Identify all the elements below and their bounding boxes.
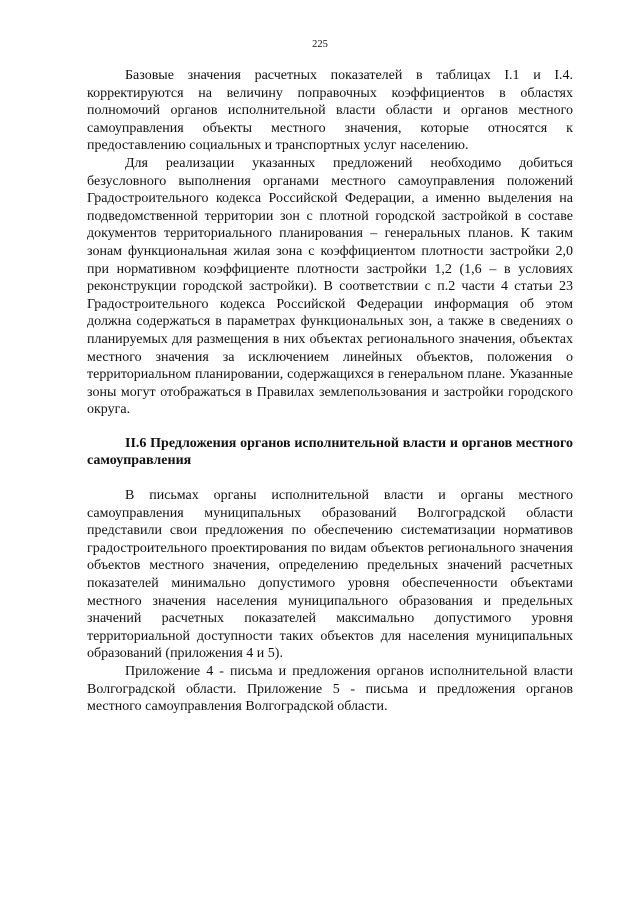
body-paragraph: Для реализации указанных предложений необходимо добиться безусловного выполнения органами местного самоуправления положений Градостроительного кодекса Российской Федерации, а именно выделения на подведомственной территории зон с плотной городской застройкой в составе документов территориального планирования – генеральных планов. К таким зонам функциональная жилая зона с коэффициентом плотности застройки 2,0 при нормативном коэффициенте плотности застройки 1,2 (1,6 – в условиях реконструкции городской застройки). В соответствии с п.2 части 4 статьи 23 Градостроительного кодекса Российской Федерации информация об этом должна содержаться в параметрах функциональных зон, а также в сведениях о планируемых для размещения в них объектах регионального значения, объектах местного значения за исключением линейных объектов, положения о территориальном планировании, содержащихся в генеральном плане. Указанные зоны могут отображаться в Правилах землепользования и застройки городского округа. bbox=[87, 155, 573, 418]
body-paragraph: В письмах органы исполнительной власти и органы местного самоуправления муниципальных образований Волгоградской области представили свои предложения по обеспечению систематизации нормативов градостроительного проектирования по видам объектов регионального значения объектов местного значения, определению предельных значений расчетных показателей минимально допустимого уровня обеспеченности объектами местного значения населения муниципального образования и предельных значений расчетных показателей максимально допустимого уровня территориальной доступности таких объектов для населения муниципальных образований (приложения 4 и 5). bbox=[87, 488, 573, 662]
page-number: 225 bbox=[312, 39, 328, 50]
page-body bbox=[87, 67, 573, 716]
section-heading: II.6 Предложения органов исполнительной власти и органов местного самоуправления bbox=[87, 435, 573, 469]
body-paragraph: Базовые значения расчетных показателей в таблицах I.1 и I.4. корректируются на величину поправочных коэффициентов в областях полномочий органов исполнительной власти области и органов местного самоуправления объекты местного значения, которые относятся к предоставлению социальных и транспортных услуг населению. bbox=[87, 68, 573, 154]
body-paragraph: Приложение 4 - письма и предложения органов исполнительной власти Волгоградской области. Приложение 5 - письма и предложения органов местного самоуправления Волгоградской области. bbox=[87, 664, 573, 715]
